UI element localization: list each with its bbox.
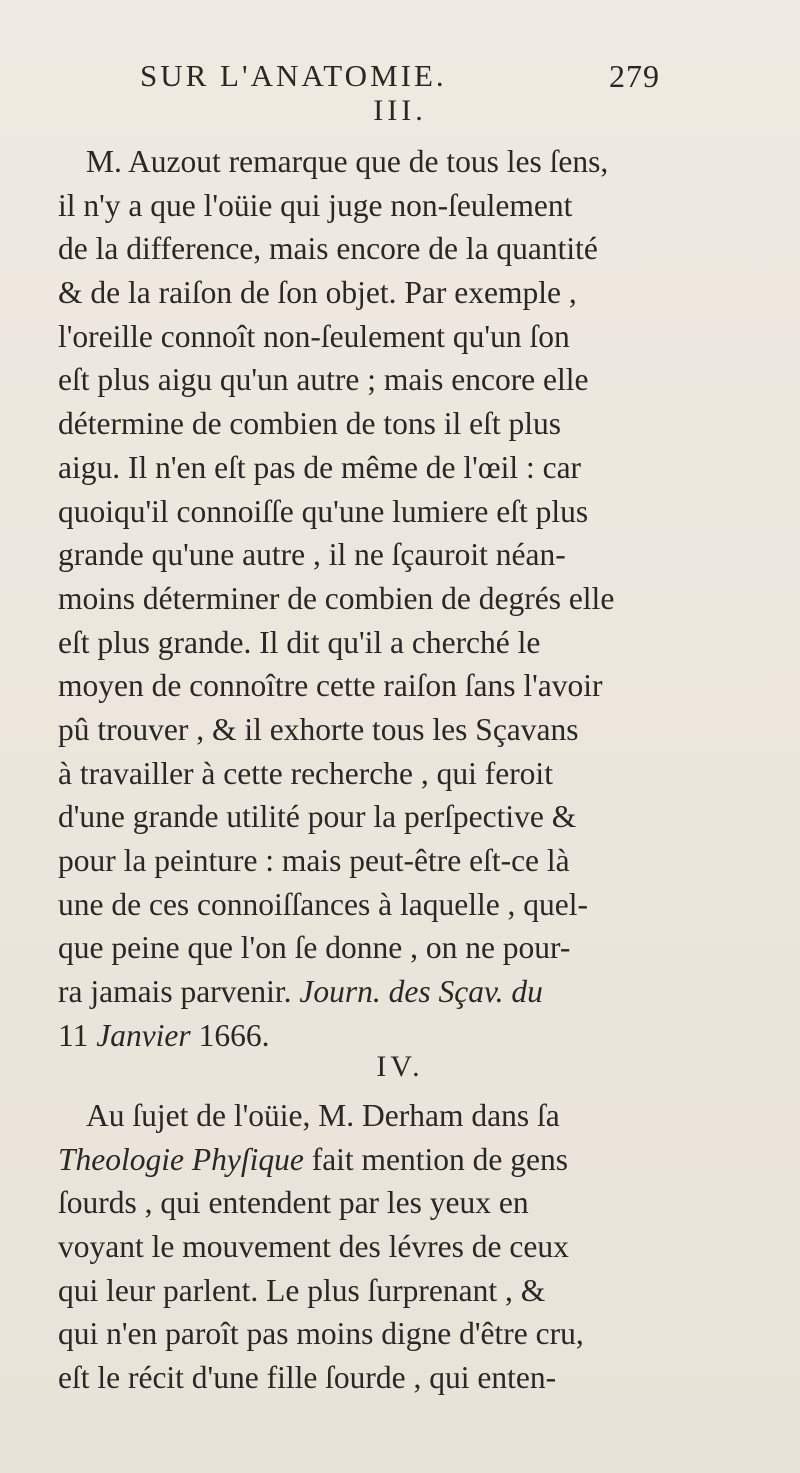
text-line: d'une grande utilité pour la perſpective & [58, 799, 577, 835]
text-line: grande qu'une autre , il ne ſçauroit néan- [58, 537, 566, 573]
text-line: qui n'en paroît pas moins digne d'être cru, [58, 1316, 584, 1352]
text-line: qui leur parlent. Le plus ſurprenant , & [58, 1272, 546, 1308]
text-line: eſt plus grande. Il dit qu'il a cherché le [58, 624, 541, 660]
text-line: l'oreille connoît non-ſeulement qu'un ſon [58, 318, 570, 354]
text-line: aigu. Il n'en eſt pas de même de l'œil : car [58, 449, 582, 485]
text-fragment: fait mention de gens [311, 1141, 569, 1177]
page-number: 279 [609, 58, 660, 94]
text-line: voyant le mouvement des lévres de ceux [58, 1229, 569, 1265]
citation-year: 1666. [198, 1017, 270, 1053]
text-line: à travailler à cette recherche , qui feroit [58, 755, 553, 791]
text-line: détermine de combien de tons il eſt plus [58, 406, 562, 442]
text-line: ſourds , qui entendent par les yeux en [58, 1185, 529, 1221]
text-line: une de ces connoiſſances à laquelle , quel- [58, 886, 589, 922]
running-title: SUR L'ANATOMIE. [140, 58, 447, 93]
text-line: il n'y a que l'oüie qui juge non-ſeulement [58, 187, 573, 223]
book-title: Theologie Phyſique [58, 1141, 304, 1177]
text-line: Au ſujet de l'oüie, M. Derham dans ſa [86, 1098, 560, 1133]
text-line: pû trouver , & il exhorte tous les Sçavans [58, 711, 579, 747]
citation-month: Janvier [96, 1017, 191, 1053]
citation-journal: Journ. des Sçav. [299, 974, 504, 1010]
text-line: moins déterminer de combien de degrés elle [58, 580, 615, 616]
text-line-with-title [58, 1138, 768, 1182]
text-line: quoiqu'il connoiſſe qu'une lumiere eſt plus [58, 493, 589, 529]
section-heading-iii: III. [373, 94, 427, 127]
section-heading-iv: IV. [376, 1050, 424, 1083]
text-line: de la difference, mais encore de la quantité [58, 231, 598, 267]
citation-du: du [511, 974, 543, 1010]
text-line: eſt plus aigu qu'un autre ; mais encore elle [58, 362, 589, 398]
section-iii-text [58, 140, 768, 1057]
text-line: eſt le récit d'une fille ſourde , qui enten- [58, 1360, 557, 1396]
text-line: & de la raiſon de ſon objet. Par exemple , [58, 275, 577, 311]
text-fragment: ra jamais parvenir. [58, 974, 292, 1010]
text-line: que peine que l'on ſe donne , on ne pour- [58, 930, 571, 966]
text-line: moyen de connoître cette raiſon ſans l'avoir [58, 668, 603, 704]
section-iv-text [58, 1094, 768, 1400]
citation-day: 11 [58, 1017, 89, 1053]
text-line: pour la peinture : mais peut-être eſt-ce là [58, 843, 570, 878]
text-line: M. Auzout remarque que de tous les ſens, [86, 144, 609, 179]
citation-line [58, 970, 768, 1014]
